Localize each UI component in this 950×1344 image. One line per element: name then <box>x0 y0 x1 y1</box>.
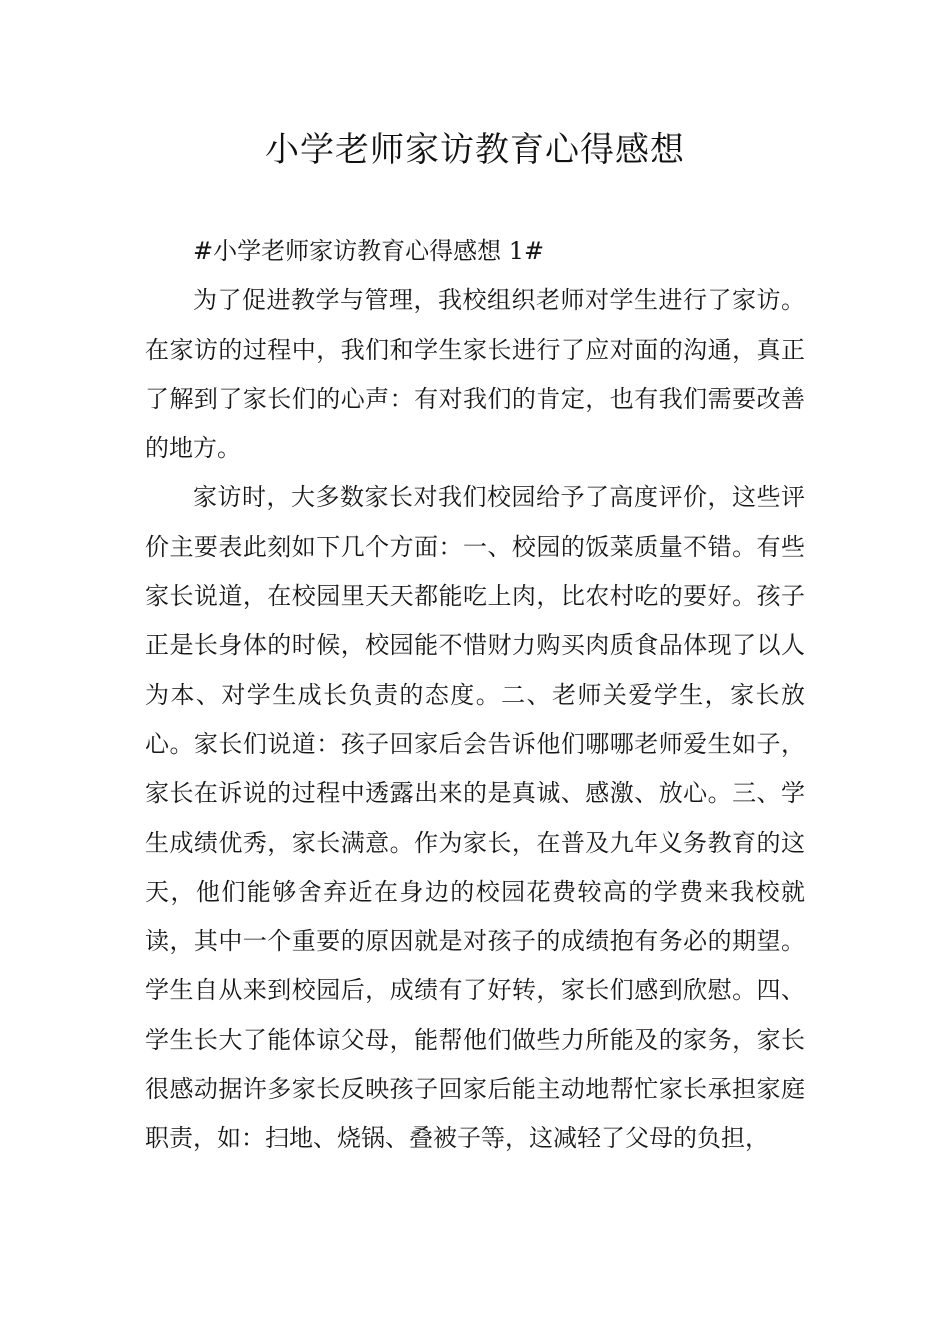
section-heading: #小学老师家访教育心得感想 1# <box>193 237 545 265</box>
document-title: 小学老师家访教育心得感想 <box>265 130 685 170</box>
document-body <box>145 227 805 1164</box>
paragraph-1: 为了促进教学与管理，我校组织老师对学生进行了家访。在家访的过程中，我们和学生家长进行了应对面的沟通，真正了解到了家长们的心声：有对我们的肯定，也有我们需要改善的地方。 <box>145 286 805 463</box>
paragraph-2: 家访时，大多数家长对我们校园给予了高度评价，这些评价主要表此刻如下几个方面：一、校园的饭菜质量不错。有些家长说道，在校园里天天都能吃上肉，比农村吃的要好。孩子正是长身体的时候，校园能不惜财力购买肉质食品体现了以人为本、对学生成长负责的态度。二、老师关爱学生，家长放心。家长们说道：孩子回家后会告诉他们哪哪老师爱生如子，家长在诉说的过程中透露出来的是真诚、感激、放心。三、学生成绩优秀，家长满意。作为家长，在普及九年义务教育的这天，他们能够舍弃近在身边的校园花费较高的学费来我校就读，其中一个重要的原因就是对孩子的成绩抱有务必的期望。学生自从来到校园后，成绩有了好转，家长们感到欣慰。四、学生长大了能体谅父母，能帮他们做些力所能及的家务，家长很感动据许多家长反映孩子回家后能主动地帮忙家长承担家庭职责，如：扫地、烧锅、叠被子等，这减轻了父母的负担， <box>145 483 805 1153</box>
